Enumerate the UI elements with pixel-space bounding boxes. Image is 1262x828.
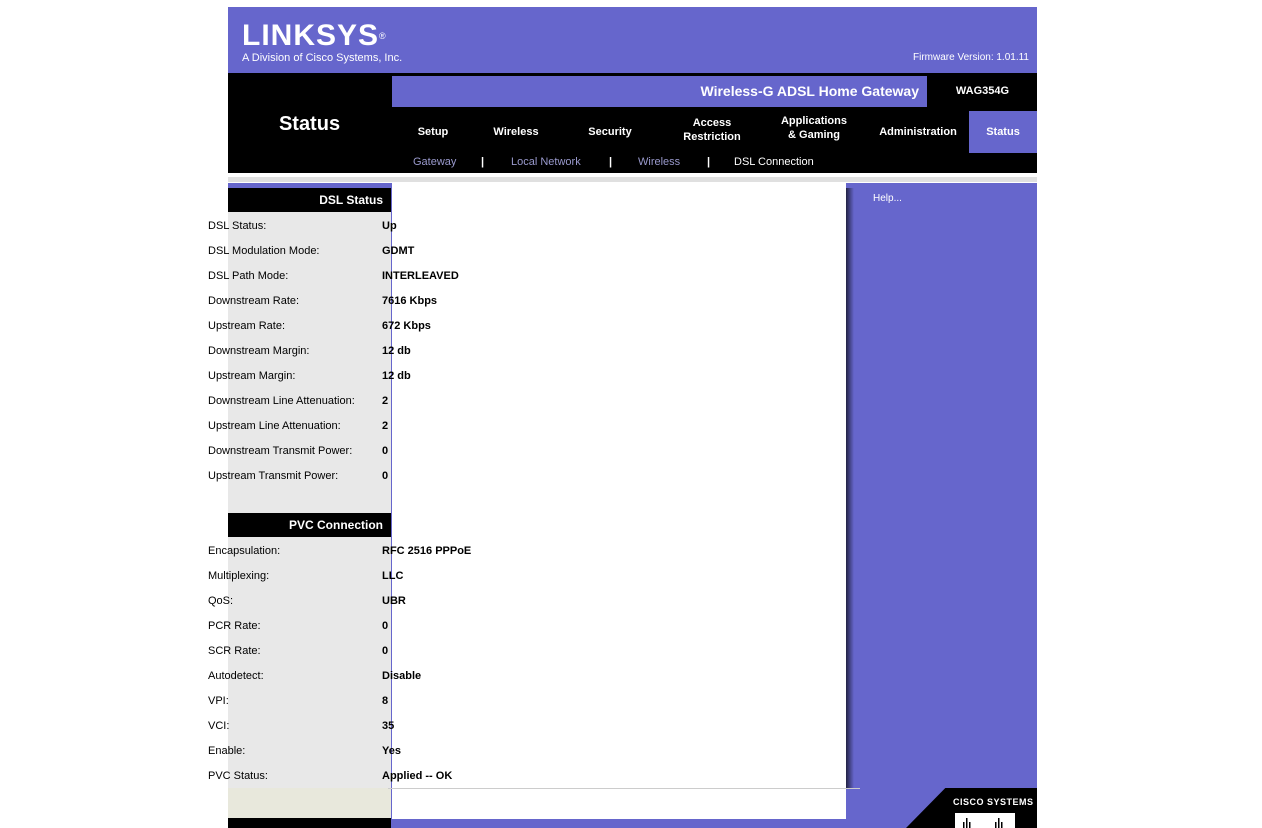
downstream-margin-value: 12 db bbox=[382, 345, 411, 357]
tab-setup[interactable]: Setup bbox=[417, 126, 449, 138]
registered-mark: ® bbox=[379, 31, 387, 41]
left-column bbox=[228, 188, 391, 828]
subnav-gateway[interactable]: Gateway bbox=[413, 156, 457, 168]
subnav-wireless[interactable]: Wireless bbox=[638, 156, 681, 168]
tab-security[interactable]: Security bbox=[588, 126, 632, 138]
subnav-separator: | bbox=[609, 156, 613, 168]
field-label: PVC Status: bbox=[208, 770, 268, 782]
divider bbox=[228, 177, 1037, 182]
field-label: QoS: bbox=[208, 595, 234, 607]
linksys-logo bbox=[242, 21, 402, 64]
tab-wireless[interactable]: Wireless bbox=[493, 126, 539, 138]
field-label: PCR Rate: bbox=[208, 620, 261, 632]
upstream-power-value: 0 bbox=[382, 470, 389, 482]
field-label: Downstream Line Attenuation: bbox=[208, 395, 355, 407]
field-label: Encapsulation: bbox=[208, 545, 281, 557]
field-label: Downstream Transmit Power: bbox=[208, 445, 353, 457]
downstream-power-value: 0 bbox=[382, 445, 389, 457]
scr-rate-value: 0 bbox=[382, 645, 389, 657]
multiplexing-value: LLC bbox=[382, 570, 404, 582]
subnav-local-network[interactable]: Local Network bbox=[511, 156, 581, 168]
content-shadow bbox=[846, 188, 854, 788]
logo-text: LINKSYS bbox=[242, 19, 380, 52]
field-label: Upstream Rate: bbox=[208, 320, 286, 332]
pvc-connection-heading: PVC Connection bbox=[228, 513, 391, 537]
upstream-attenuation-value: 2 bbox=[382, 420, 389, 432]
downstream-rate-value: 7616 Kbps bbox=[382, 295, 438, 307]
field-label: Downstream Margin: bbox=[208, 345, 310, 357]
sub-navigation bbox=[392, 153, 1037, 173]
path-mode-value: INTERLEAVED bbox=[382, 270, 459, 282]
field-label: DSL Status: bbox=[208, 220, 267, 232]
left-footer-bar bbox=[228, 818, 391, 828]
field-label: Upstream Transmit Power: bbox=[208, 470, 339, 482]
content-footer bbox=[392, 819, 846, 828]
field-label: Multiplexing: bbox=[208, 570, 270, 582]
tab-applications-gaming[interactable]: Applications & Gaming bbox=[780, 115, 847, 141]
subnav-separator: | bbox=[481, 156, 485, 168]
field-label: VCI: bbox=[208, 720, 230, 732]
field-label: Enable: bbox=[208, 745, 246, 757]
field-label: DSL Path Mode: bbox=[208, 270, 289, 282]
vci-value: 35 bbox=[382, 720, 395, 732]
subnav-separator: | bbox=[707, 156, 711, 168]
modulation-mode-value: GDMT bbox=[382, 245, 415, 257]
enable-value: Yes bbox=[382, 745, 401, 757]
model-number: WAG354G bbox=[955, 85, 1010, 97]
page-title: Status bbox=[278, 113, 341, 135]
subnav-dsl-connection[interactable]: DSL Connection bbox=[734, 156, 814, 168]
upstream-rate-value: 672 Kbps bbox=[382, 320, 431, 332]
downstream-attenuation-value: 2 bbox=[382, 395, 389, 407]
logo-subtitle: A Division of Cisco Systems, Inc. bbox=[242, 52, 403, 64]
firmware-version: Firmware Version: 1.01.11 bbox=[913, 52, 1029, 63]
field-label: SCR Rate: bbox=[208, 645, 261, 657]
cisco-bridge-icon bbox=[955, 813, 1015, 828]
field-label: DSL Modulation Mode: bbox=[208, 245, 320, 257]
tab-administration[interactable]: Administration bbox=[879, 126, 957, 138]
tab-status[interactable]: Status bbox=[969, 111, 1037, 153]
field-label: Upstream Line Attenuation: bbox=[208, 420, 341, 432]
field-label: Autodetect: bbox=[208, 670, 264, 682]
main-tabs bbox=[392, 111, 1037, 153]
field-label: VPI: bbox=[208, 695, 229, 707]
autodetect-value: Disable bbox=[382, 670, 422, 682]
dsl-status-value: Up bbox=[382, 220, 397, 232]
qos-value: UBR bbox=[382, 595, 406, 607]
product-name: Wireless-G ADSL Home Gateway bbox=[392, 76, 927, 107]
content-panel bbox=[392, 183, 846, 819]
help-link[interactable]: Help... bbox=[873, 193, 902, 204]
cisco-systems-logo: CISCO SYSTEMS bbox=[953, 797, 1034, 807]
page-frame bbox=[228, 7, 1037, 828]
pvc-status-value: Applied -- OK bbox=[382, 770, 453, 782]
vpi-value: 8 bbox=[382, 695, 389, 707]
help-column bbox=[846, 188, 1037, 788]
left-column-footer bbox=[228, 788, 391, 818]
field-label: Upstream Margin: bbox=[208, 370, 296, 382]
dsl-status-heading: DSL Status bbox=[228, 188, 391, 212]
field-label: Downstream Rate: bbox=[208, 295, 300, 307]
encapsulation-value: RFC 2516 PPPoE bbox=[382, 545, 472, 557]
pcr-rate-value: 0 bbox=[382, 620, 389, 632]
tab-access-restriction[interactable]: Access Restriction bbox=[683, 117, 741, 143]
bottom-rule bbox=[388, 788, 860, 789]
upstream-margin-value: 12 db bbox=[382, 370, 411, 382]
